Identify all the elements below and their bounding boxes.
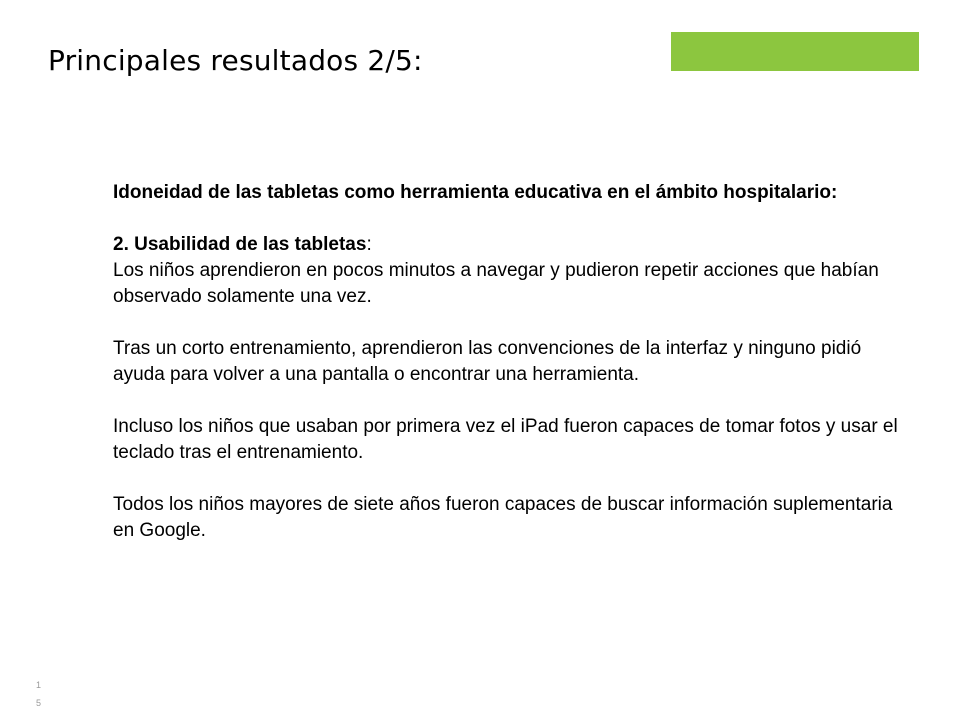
slide-number-digit-2: 5 (36, 698, 42, 708)
subheading-bold-text: 2. Usabilidad de las tabletas (113, 234, 367, 255)
slide-number-digit-1: 1 (36, 680, 42, 690)
subheading-suffix: : (366, 234, 372, 255)
body-heading: Idoneidad de las tabletas como herramienta educativa en el ámbito hospitalario: (113, 182, 838, 203)
slide-number (36, 676, 46, 712)
spacer (113, 310, 913, 336)
body-paragraph-3: Incluso los niños que usaban por primera vez el iPad fueron capaces de tomar fotos y usar el teclado tras el entrenamiento. (113, 416, 898, 463)
body-paragraph-2: Tras un corto entrenamiento, aprendieron las convenciones de la interfaz y ninguno pidió ayuda para volver a una pantalla o encontrar una herramienta. (113, 338, 862, 385)
slide-title: Principales resultados 2/5: (48, 44, 423, 77)
body-subheading (113, 232, 913, 258)
accent-bar (671, 32, 919, 71)
slide-body (113, 180, 913, 544)
spacer (113, 388, 913, 414)
spacer (113, 206, 913, 232)
body-paragraph-4: Todos los niños mayores de siete años fueron capaces de buscar información suplementaria en Google. (113, 494, 893, 541)
body-paragraph-1: Los niños aprendieron en pocos minutos a navegar y pudieron repetir acciones que habían observado solamente una vez. (113, 260, 879, 307)
spacer (113, 466, 913, 492)
